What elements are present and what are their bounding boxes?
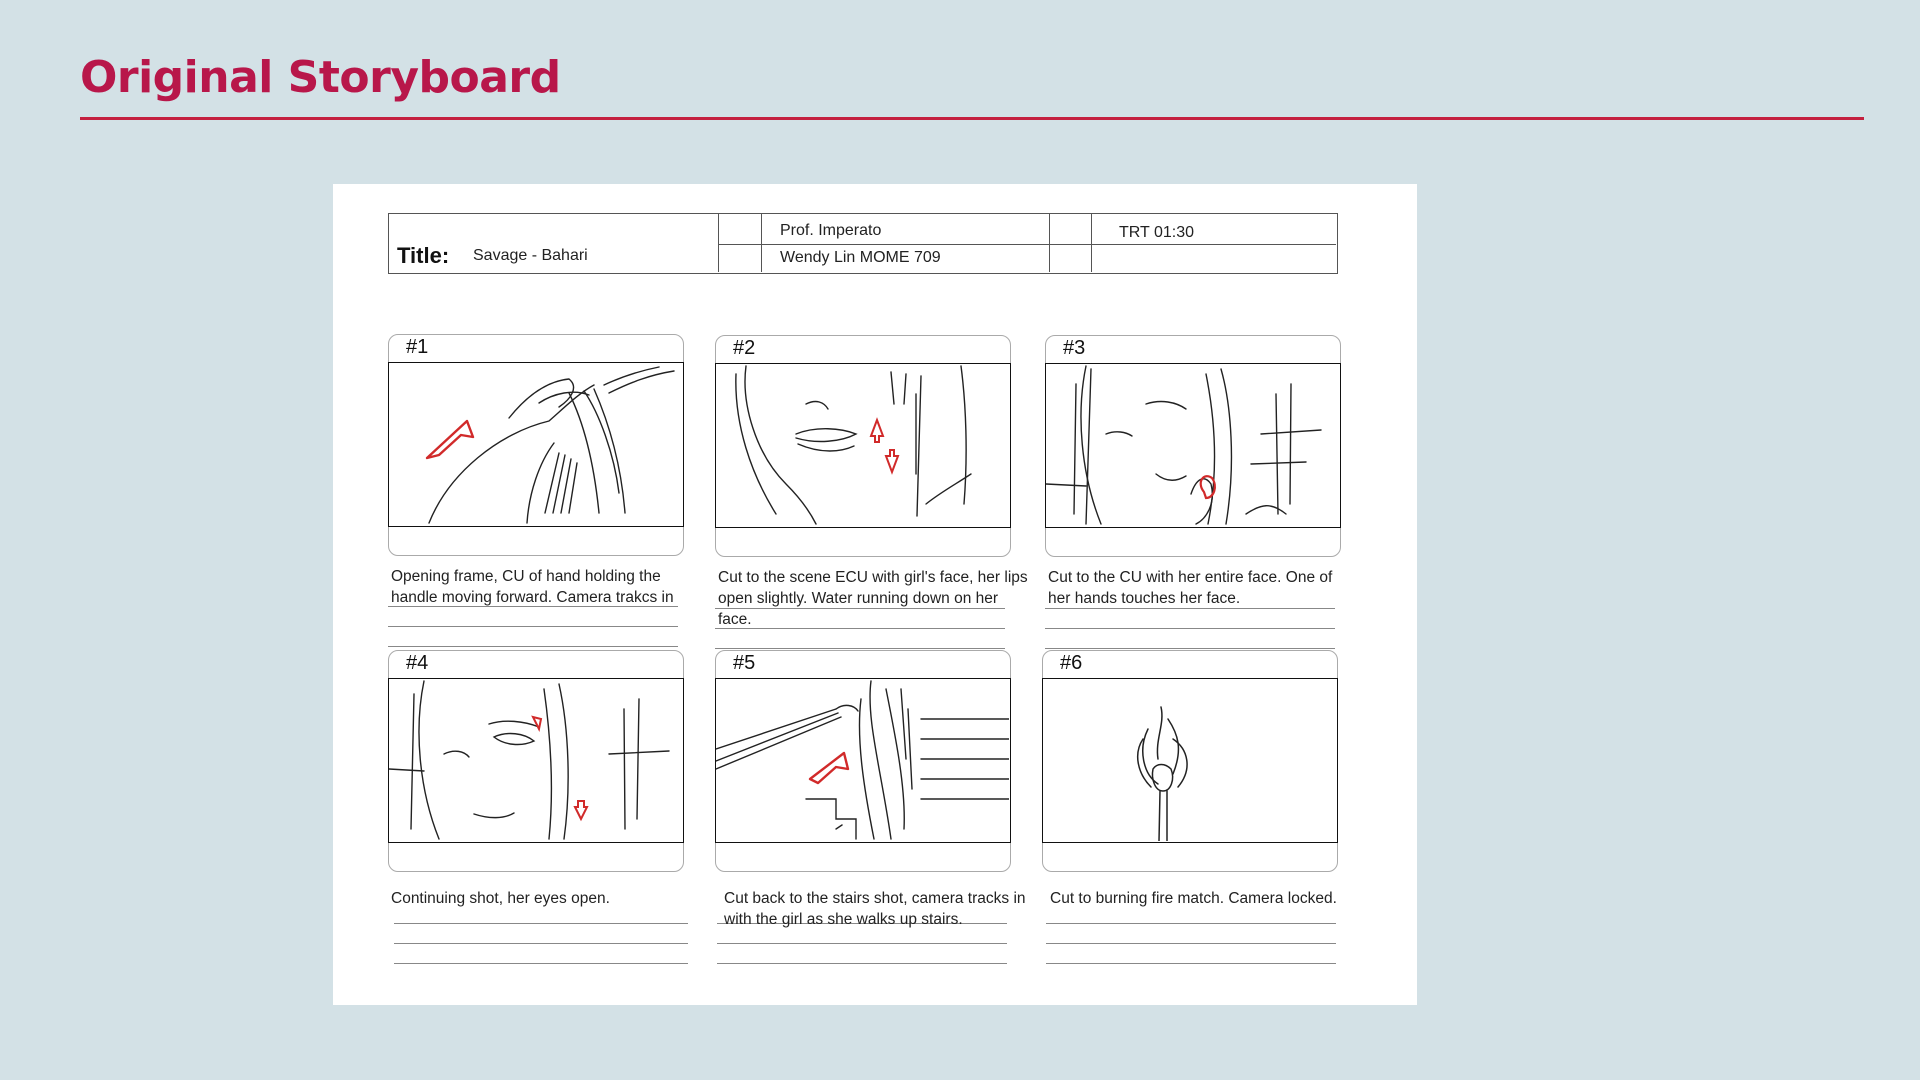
panel-frame-girl-on-stairs [715,678,1011,843]
panel-caption: Continuing shot, her eyes open. [391,890,610,907]
header-title-label: Title: [397,243,450,268]
panel-frame-hand-on-handle [388,362,684,527]
panel-caption: Opening frame, CU of hand holding the handle moving forward. Camera trakcs in [391,568,674,606]
panel-caption: Cut to the CU with her entire face. One of her hands touches her face. [1048,569,1333,607]
panel-caption: Cut to the scene ECU with girl's face, her lips open slightly. Water running down on her face. [718,569,1028,628]
storyboard-header-table [388,213,1338,274]
panel-frame-face-eyes-open [388,678,684,843]
panel-frame-face-cu-hand [1045,363,1341,528]
panel-number: #4 [406,652,429,674]
panel-number: #3 [1063,337,1086,359]
panel-caption: Cut to burning fire match. Camera locked. [1050,890,1337,907]
storyboard-sheet [333,184,1417,1005]
header-student: Wendy Lin MOME 709 [780,249,941,266]
panel-frame-face-ecu-lips [715,363,1011,528]
header-instructor: Prof. Imperato [780,222,882,239]
panel-caption: Cut back to the stairs shot, camera tracks in with the girl as she walks up stairs. [724,890,1026,928]
panel-number: #1 [406,336,429,358]
slide-title: Original Storyboard [80,52,561,103]
title-divider [80,117,1864,120]
panel-number: #6 [1060,652,1083,674]
panel-number: #2 [733,337,756,359]
header-trt: TRT 01:30 [1119,224,1195,241]
panel-number: #5 [733,652,756,674]
panel-frame-burning-match [1042,678,1338,843]
header-title-value: Savage - Bahari [473,247,588,264]
